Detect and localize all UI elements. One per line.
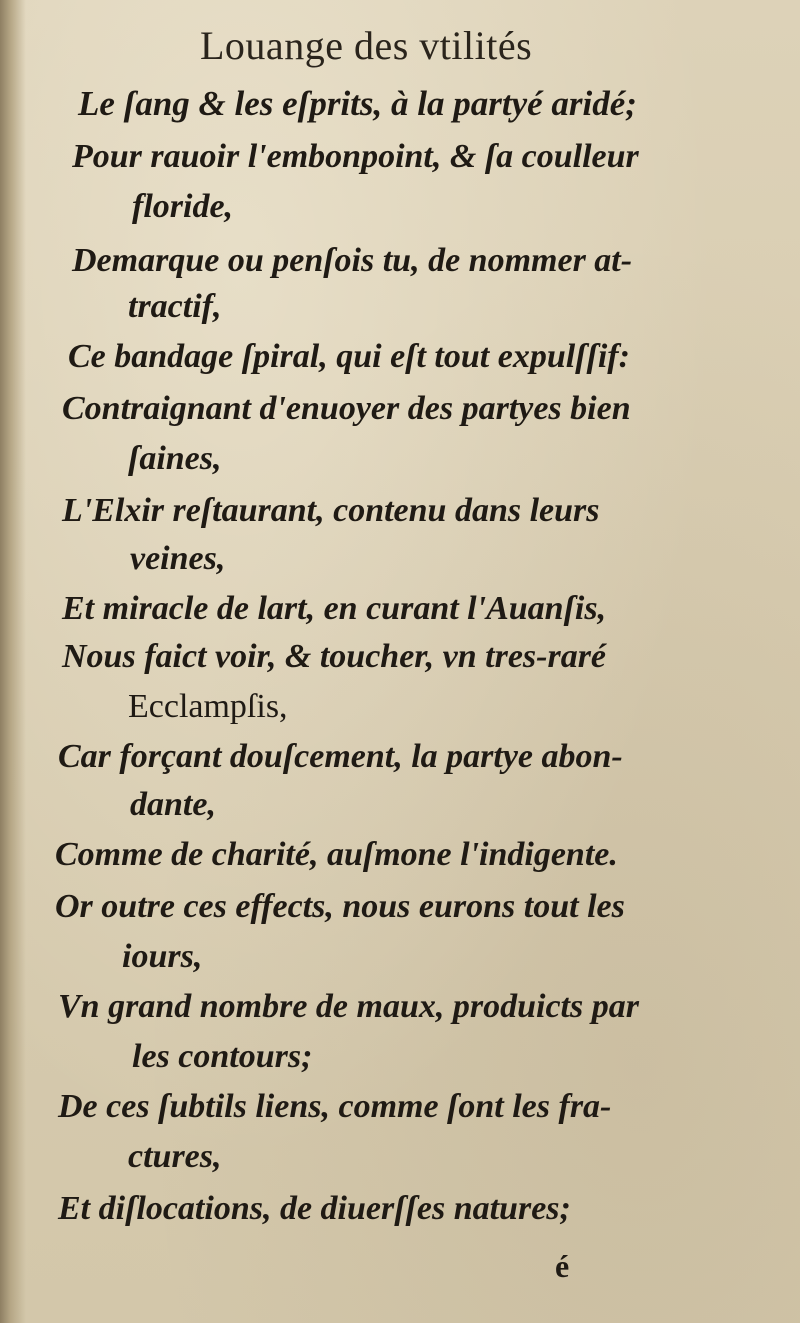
verse-line: iours, xyxy=(122,938,203,975)
verse-line: ſaines, xyxy=(128,440,222,477)
verse-line: Et miracle de lart, en curant l'Auanſis, xyxy=(62,590,607,627)
verse-line: Contraignant d'enuoyer des partyes bien xyxy=(62,390,631,427)
verse-line: dante, xyxy=(130,786,216,823)
verse-line: Ecclampſis, xyxy=(128,688,288,725)
verse-line: floride, xyxy=(132,188,234,225)
verse-line: veines, xyxy=(130,540,226,577)
catchword: é xyxy=(555,1248,570,1284)
verse-line: les contours; xyxy=(132,1038,313,1075)
verse-line: Le ſang & les eſprits, à la partyé aridé; xyxy=(78,84,637,123)
verse-line: Car forçant douſcement, la partye abon- xyxy=(58,738,623,775)
verse-line: Nous faict voir, & toucher, vn tres-raré xyxy=(62,638,607,675)
verse-line: De ces ſubtils liens, comme ſont les fra- xyxy=(58,1088,612,1125)
verse-line: ctures, xyxy=(128,1138,222,1175)
verse-line: L'Elxir reſtaurant, contenu dans leurs xyxy=(62,492,600,529)
verse-line: Demarque ou penſois tu, de nommer at- xyxy=(72,242,633,279)
verse-line: Or outre ces effects, nous eurons tout les xyxy=(55,888,625,925)
verse-line: Pour rauoir l'embonpoint, & ſa coulleur xyxy=(72,138,639,175)
verse-line: Et diſlocations, de diuerſſes natures; xyxy=(58,1190,571,1227)
verse-line: tractif, xyxy=(128,288,222,325)
running-head: Louange des vtilités xyxy=(200,23,533,68)
verse-line: Ce bandage ſpiral, qui eſt tout expulſſif: xyxy=(68,338,630,375)
verse-line: Vn grand nombre de maux, produicts par xyxy=(58,988,639,1025)
verse-line: Comme de charité, auſmone l'indigente. xyxy=(55,836,618,873)
